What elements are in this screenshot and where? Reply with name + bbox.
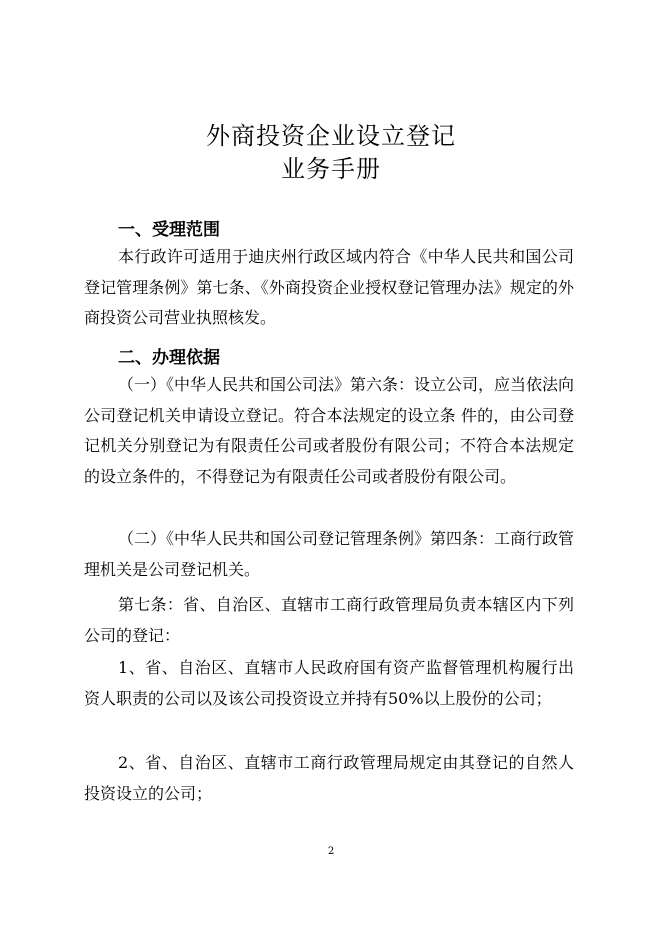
page-number: 2 — [327, 846, 335, 857]
list-item-1: 1、省、自治区、直辖市人民政府国有资产监督管理机构履行出资人职责的公司以及该公司投资设立并持有50%以上股份的公司； — [84, 658, 574, 708]
section-heading-basis: 二、办理依据 — [118, 348, 220, 368]
document-subtitle: 业务手册 — [281, 155, 381, 183]
paragraph-scope: 本行政许可适用于迪庆州行政区域内符合《中华人民共和国公司登记管理条例》第七条、《外商投资企业授权登记管理办法》规定的外商投资公司营业执照核发。 — [84, 247, 574, 328]
section-heading-scope: 一、受理范围 — [118, 220, 220, 240]
paragraph-article-seven: 第七条：省、自治区、直辖市工商行政管理局负责本辖区内下列公司的登记： — [84, 595, 574, 645]
paragraph-company-law: （一）《中华人民共和国公司法》第六条：设立公司，应当依法向公司登记机关申请设立登记。符合本法规定的设立条 件的，由公司登记机关分别登记为有限责任公司或者股份有限公司；不符合本法规定的设立条件的，不得登记为有限责任公司或者股份有限公司。 — [84, 375, 575, 486]
list-item-2: 2、省、自治区、直辖市工商行政管理局规定由其登记的自然人投资设立的公司； — [84, 753, 574, 803]
paragraph-registration-regulation: （二）《中华人民共和国公司登记管理条例》第四条：工商行政管理机关是公司登记机关。 — [84, 529, 575, 579]
document-title: 外商投资企业设立登记 — [206, 122, 456, 150]
